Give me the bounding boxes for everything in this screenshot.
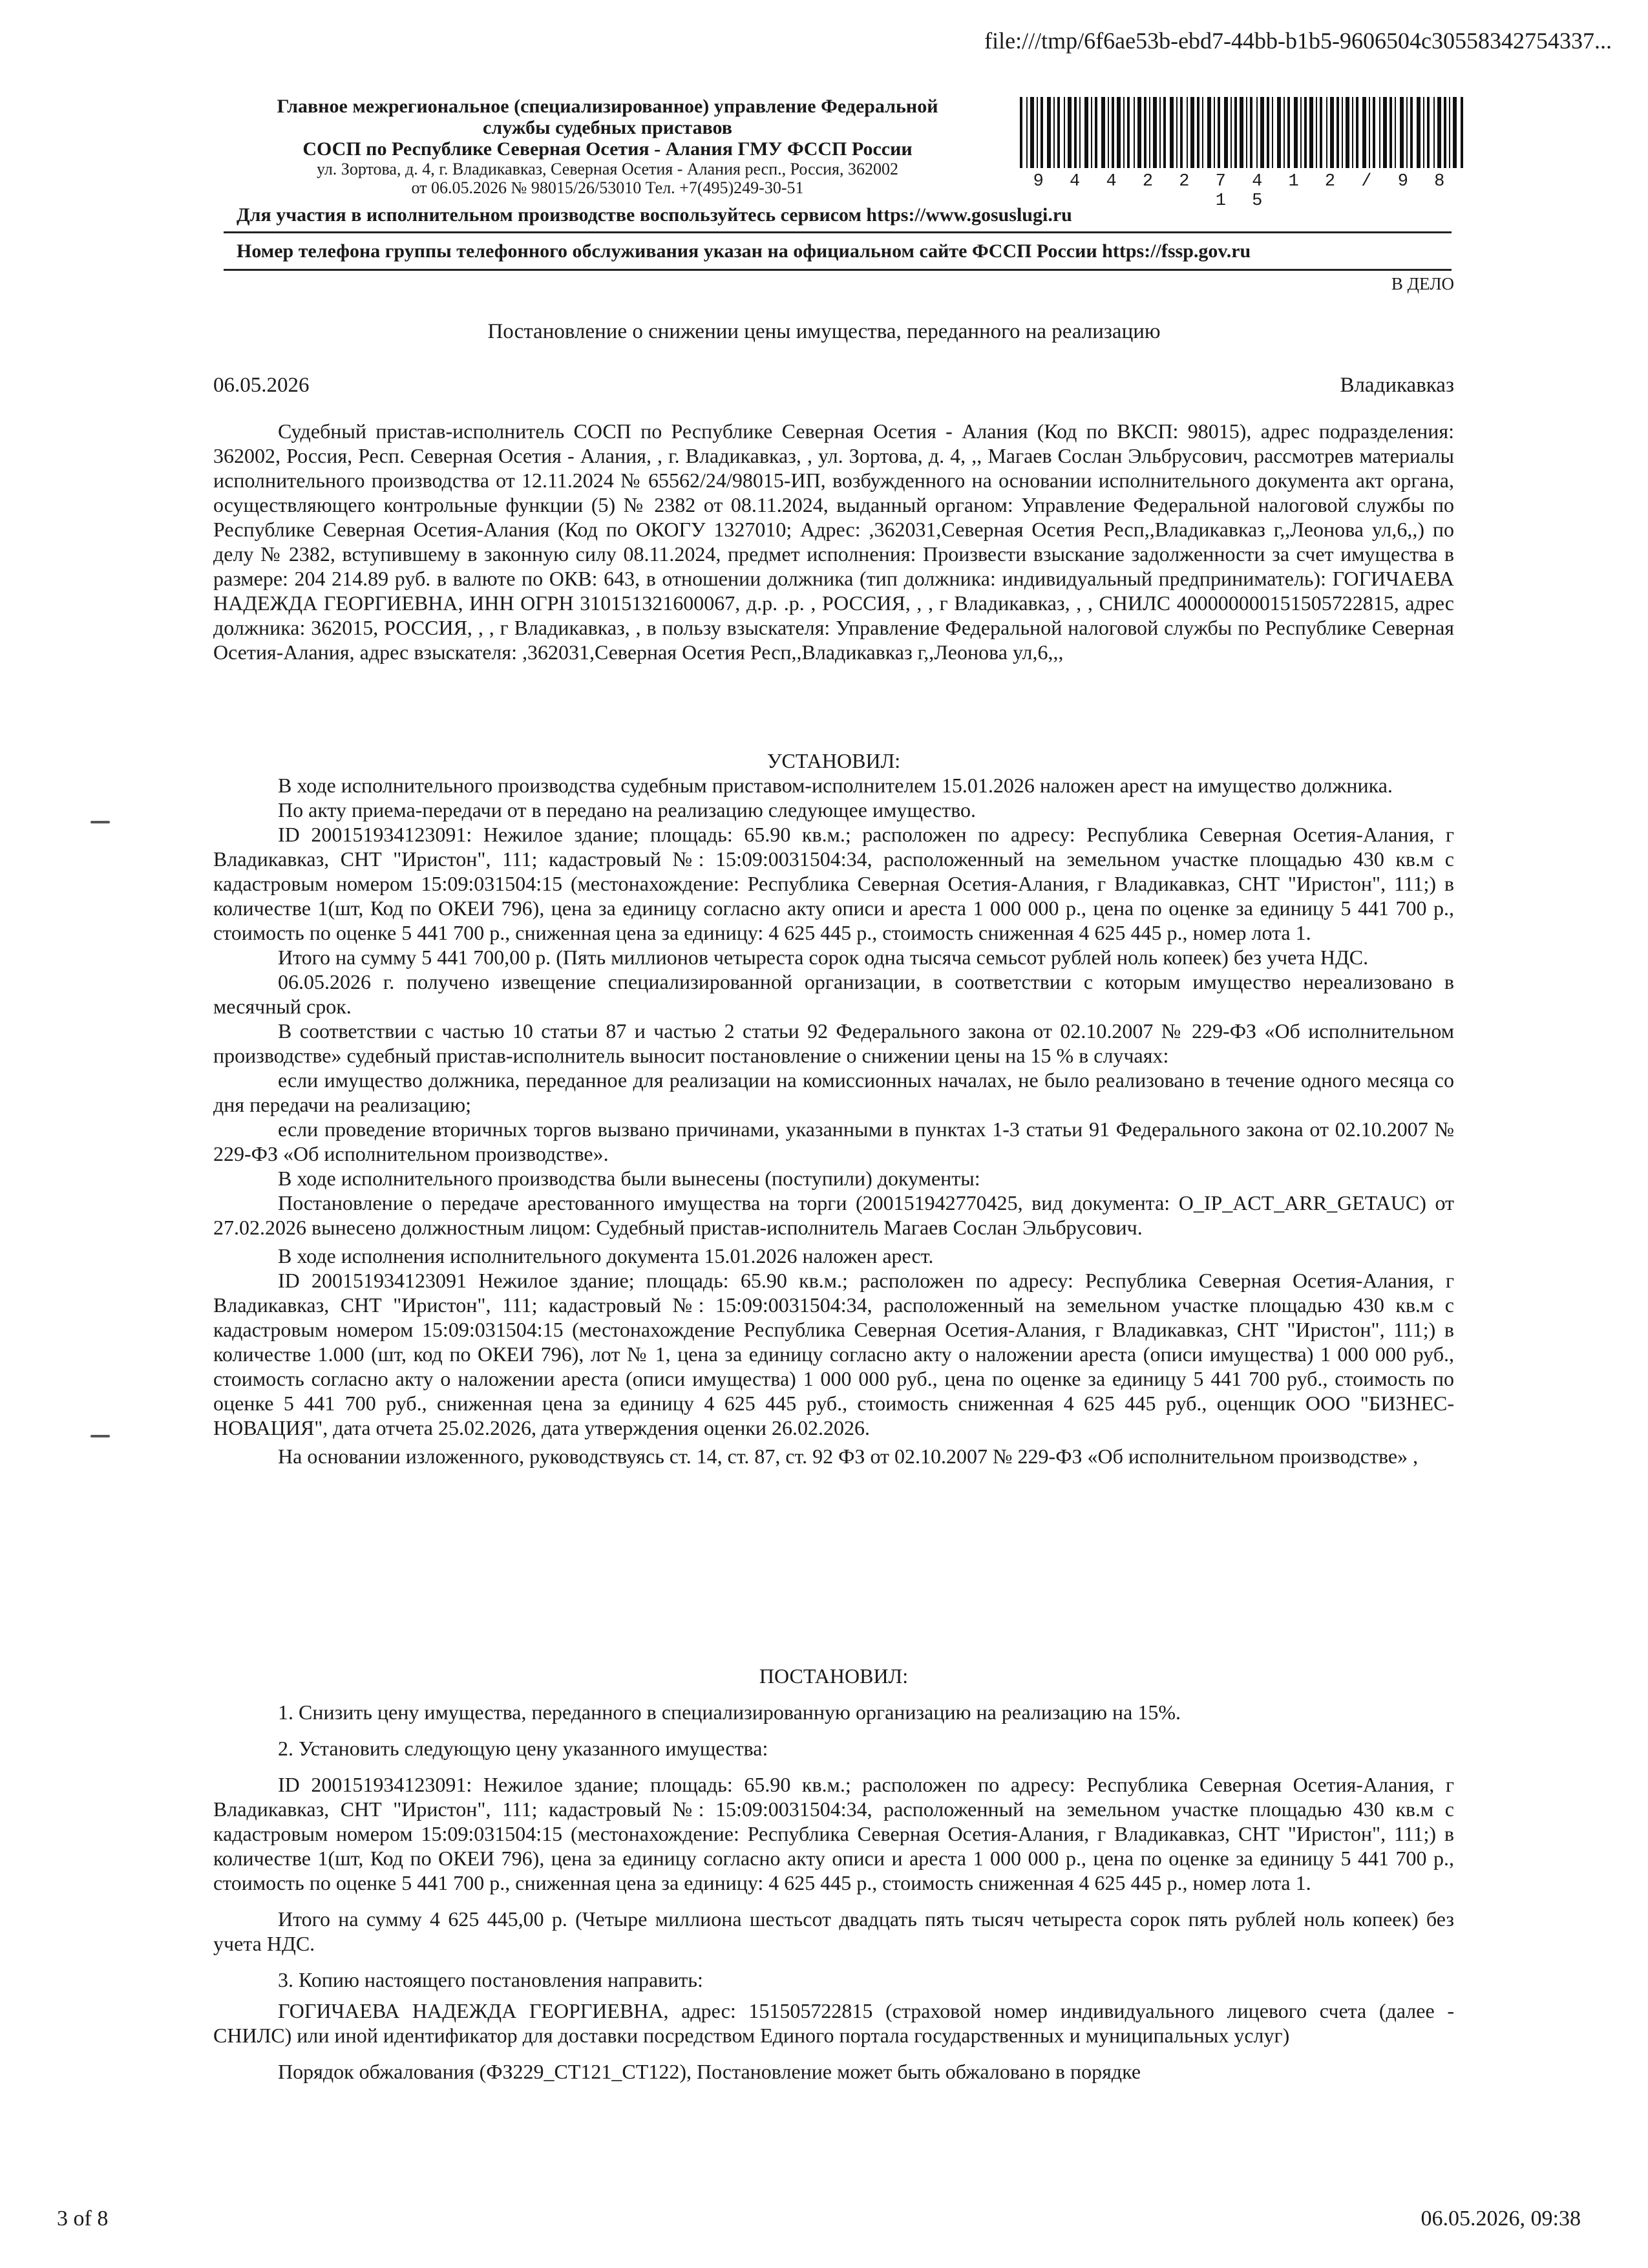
ustanovil-section (213, 748, 1454, 1468)
scan-mark (90, 821, 110, 823)
paragraph: В соответствии с частью 10 статьи 87 и частью 2 статьи 92 Федерального закона от 02.10.2007 № 229-ФЗ «Об исполнительном производстве» судебный пристав-исполнитель выносит постановление о снижении цены на 15 % в случаях: (213, 1019, 1454, 1067)
resolution-item: ID 200151934123091: Нежилое здание; площадь: 65.90 кв.м.; расположен по адресу: Республика Северная Осетия-Алания, г Владикавказ, СНТ "Иристон", 111; кадастровый №: 15:09:0031504:34, расположенный на земельном участке площадью 430 кв.м с кадастровым номером 15:09:031504:15 (местонахождение: Республика Северная Осетия-Алания, г Владикавказ, СНТ "Иристон", 111;) в количестве 1(шт, Код по ОКЕИ 796), цена за единицу согласно акту описи и ареста 1 000 000 р., цена по оценке за единицу 5 441 700 р., стоимость по оценке 5 441 700 р., сниженная цена за единицу: 4 625 445 р., стоимость сниженная 4 625 445 р., номер лота 1. (213, 1773, 1454, 1894)
paragraph: если имущество должника, переданное для реализации на комиссионных началах, не было реализовано в течение одного месяца со дня передачи на реализацию; (213, 1068, 1454, 1116)
postanovil-heading: ПОСТАНОВИЛ: (759, 1664, 909, 1688)
issuer-line-1: Главное межрегиональное (специализированное) управление Федеральной (277, 96, 938, 117)
fssp-phone-notice: Номер телефона группы телефонного обслуживания указан на официальном сайте ФССП России https://fssp.gov.ru (237, 240, 1251, 262)
document-date: 06.05.2026 (213, 374, 310, 397)
paragraph: В ходе исполнительного производства были вынесены (поступили) документы: (278, 1167, 980, 1190)
resolution-item: 1. Снизить цену имущества, переданного в специализированную организацию на реализацию на 15%. (278, 1701, 1181, 1724)
intro-section (213, 419, 1454, 664)
barcode-number: 9 4 4 2 2 7 4 1 2 / 9 8 1 5 (1033, 172, 1453, 211)
intro-paragraph: Судебный пристав-исполнитель СОСП по Республике Северная Осетия - Алания (Код по ВКСП: 98015), адрес подразделения: 362002, Россия, Респ. Северная Осетия - Алания, , г. Владикавказ, , ул. Зортова, д. 4, ,, Магаев Сослан Эльбрусович, рассмотрев материалы исполнительного производства от 12.11.2024 № 65562/24/98015-ИП, возбужденного на основании исполнительного документа акт органа, осуществляющего контрольные функции (5) № 2382 от 08.11.2024, выданный органом: Управление Федеральной налоговой службы по Республике Северная Осетия-Алания (Код по ОКОГУ 1327010; Адрес: ,362031,Северная Осетия Респ,,Владикавказ г,,Леонова ул,6,,) по делу № 2382, вступившему в законную силу 08.11.2024, предмет исполнения: Произвести взыскание задолженности за счет имущества в размере: 204 214.89 руб. в валюте по ОКВ: 643, в отношении должника (тип должника: индивидуальный предприниматель): ГОГИЧАЕВА НАДЕЖДА ГЕОРГИЕВНА, ИНН ОГРН 310151321600067, д.р. .р. , РОССИЯ, , , г Владикавказ, , , СНИЛС 400000000151505722815, адрес должника: 362015, РОССИЯ, , , г Владикавказ, , в пользу взыскателя: Управление Федеральной налоговой службы по Республике Северная Осетия-Алания, адрес взыскателя: ,362031,Северная Осетия Респ,,Владикавказ г,,Леонова ул,6,,, (213, 419, 1454, 664)
issuer-address: ул. Зортова, д. 4, г. Владикавказ, Северная Осетия - Алания респ., Россия, 362002 (316, 160, 899, 178)
resolution-item: 3. Копию настоящего постановления направить: (278, 1968, 703, 1991)
paragraph: Постановление о передаче арестованного имущества на торги (200151942770425, вид документа: O_IP_ACT_ARR_GETAUC) от 27.02.2026 вынесено должностным лицом: Судебный пристав-исполнитель Магаев Сослан Эльбрусович. (213, 1191, 1454, 1239)
paragraph: На основании изложенного, руководствуясь ст. 14, ст. 87, ст. 92 ФЗ от 02.10.2007 № 229-ФЗ «Об исполнительном производстве» , (278, 1445, 1419, 1468)
paragraph: В ходе исполнительного производства судебным приставом-исполнителем 15.01.2026 наложен арест на имущество должника. (278, 774, 1393, 797)
paragraph: ID 200151934123091 Нежилое здание; площадь: 65.90 кв.м.; расположен по адресу: Республика Северная Осетия-Алания, г Владикавказ, СНТ "Иристон", 111; кадастровый №: 15:09:0031504:34, расположенный на земельном участке площадью 430 кв.м с кадастровым номером 15:09:031504:15 (местонахождение Республика Северная Осетия-Алания, г Владикавказ, СНТ "Иристон", 111;) в количестве 1.000 (шт, код по ОКЕИ 796), лот № 1, цена за единицу согласно акту о наложении ареста (описи имущества) 1 000 000 руб., стоимость согласно акту о наложении ареста (описи имущества) 1 000 000 руб., цена по оценке за единицу 5 441 700 руб., стоимость по оценке 5 441 700 руб., сниженная цена за единицу 4 625 445 руб., стоимость сниженная 4 625 445 руб., оценщик ООО "БИЗНЕС-НОВАЦИЯ", дата отчета 25.02.2026, дата утверждения оценки 26.02.2026. (213, 1269, 1454, 1439)
issuer-block (194, 96, 1021, 197)
resolution-item: 2. Установить следующую цену указанного имущества: (278, 1737, 768, 1760)
paragraph: ID 200151934123091: Нежилое здание; площадь: 65.90 кв.м.; расположен по адресу: Республика Северная Осетия-Алания, г Владикавказ, СНТ "Иристон", 111; кадастровый №: 15:09:0031504:34, расположенный на земельном участке площадью 430 кв.м с кадастровым номером 15:09:031504:15 (местонахождение: Республика Северная Осетия-Алания, г Владикавказ, СНТ "Иристон", 111;) в количестве 1(шт, Код по ОКЕИ 796), цена за единицу согласно акту описи и ареста 1 000 000 р., цена по оценке за единицу 5 441 700 р., стоимость по оценке 5 441 700 р., сниженная цена за единицу: 4 625 445 р., стоимость сниженная 4 625 445 р., номер лота 1. (213, 823, 1454, 944)
paragraph: если проведение вторичных торгов вызвано причинами, указанными в пунктах 1-3 статьи 91 Федерального закона от 02.10.2007 № 229-ФЗ «Об исполнительном производстве». (213, 1118, 1454, 1165)
resolution-item: Порядок обжалования (ФЗ229_СТ121_СТ122), Постановление может быть обжаловано в порядке (278, 2060, 1141, 2083)
paragraph: Итого на сумму 5 441 700,00 р. (Пять миллионов четыреста сорок одна тысяча семьсот рублей ноль копеек) без учета НДС. (278, 946, 1369, 969)
gosuslugi-notice: Для участия в исполнительном производстве воспользуйтесь сервисом https://www.gosuslugi.ru (237, 204, 1072, 226)
barcode-image (1020, 97, 1466, 178)
paragraph: В ходе исполнения исполнительного документа 15.01.2026 наложен арест. (278, 1244, 934, 1267)
scan-mark (90, 1435, 110, 1437)
issuer-ref: от 06.05.2026 № 98015/26/53010 Тел. +7(495)249-30-51 (411, 178, 804, 197)
header-divider (224, 269, 1452, 271)
page-counter: 3 of 8 (57, 2207, 109, 2231)
header-divider (224, 231, 1452, 233)
file-url: file:///tmp/6f6ae53b-ebd7-44bb-b1b5-9606504c30558342754337... (984, 28, 1612, 54)
paragraph: 06.05.2026 г. получено извещение специализированной организации, в соответствии с которым имущество нереализовано в месячный срок. (213, 970, 1454, 1018)
issuer-line-2: службы судебных приставов (483, 117, 732, 138)
document-title: Постановление о снижении цены имущества, переданного на реализацию (487, 320, 1161, 343)
postanovil-section (213, 1664, 1454, 2084)
document-city: Владикавказ (1340, 374, 1454, 397)
issuer-line-3: СОСП по Республике Северная Осетия - Алания ГМУ ФССП России (302, 138, 913, 160)
filing-mark: В ДЕЛО (1391, 274, 1454, 293)
ustanovil-heading: УСТАНОВИЛ: (766, 749, 901, 772)
paragraph: По акту приема-передачи от в передано на реализацию следующее имущество. (278, 798, 977, 821)
resolution-item: Итого на сумму 4 625 445,00 р. (Четыре миллиона шестьсот двадцать пять тысяч четыреста сорок пять рублей ноль копеек) без учета НДС. (213, 1907, 1454, 1955)
print-datetime: 06.05.2026, 09:38 (1421, 2207, 1581, 2231)
resolution-item: ГОГИЧАЕВА НАДЕЖДА ГЕОРГИЕВНА, адрес: 151505722815 (страховой номер индивидуального лицевого счета (далее - СНИЛС) или иной идентификатор для доставки посредством Единого портала государственных и муниципальных услуг) (213, 1999, 1454, 2047)
